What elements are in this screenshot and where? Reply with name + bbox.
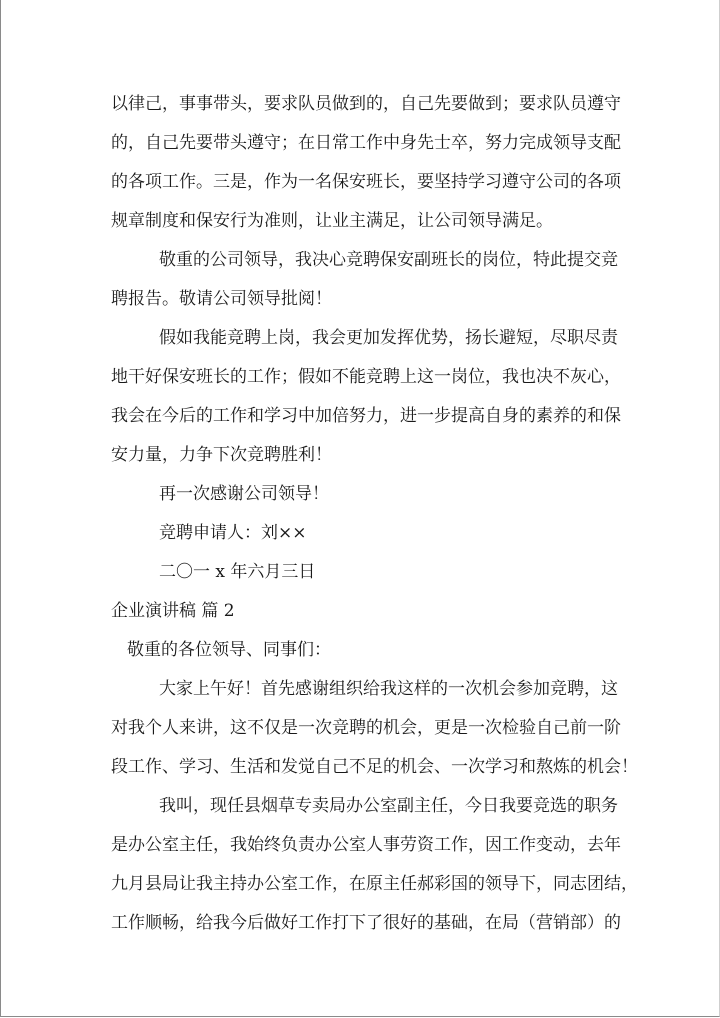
text-line: 的各项工作。三是，作为一名保安班长，要坚持学习遵守公司的各项 <box>111 172 621 192</box>
text-line: 对我个人来讲，这不仅是一次竞聘的机会，更是一次检验自己前一阶 <box>111 718 621 738</box>
applicant-signature: 竞聘申请人：刘×× <box>159 523 307 543</box>
text-line: 是办公室主任，我始终负责办公室人事劳资工作，因工作变动，去年 <box>111 835 621 855</box>
document-date: 二〇一 x 年六月三日 <box>159 562 316 582</box>
text-line: 的，自己先要带头遵守；在日常工作中身先士卒，努力完成领导支配 <box>111 133 621 153</box>
text-line: 规章制度和保安行为准则，让业主满足，让公司领导满足。 <box>111 211 553 231</box>
text-line: 我会在今后的工作和学习中加倍努力，进一步提高自身的素养的和保 <box>111 406 621 426</box>
text-line: 地干好保安班长的工作；假如不能竞聘上这一岗位，我也决不灰心， <box>111 367 621 387</box>
paragraph-start: 假如我能竞聘上岗，我会更加发挥优势，扬长避短，尽职尽责 <box>159 328 618 348</box>
salutation: 敬重的各位领导、同事们： <box>127 640 331 660</box>
text-line: 聘报告。敬请公司领导批阅！ <box>111 289 332 309</box>
text-line: 以律己，事事带头，要求队员做到的，自己先要做到；要求队员遵守 <box>111 94 621 114</box>
paragraph-start: 大家上午好！首先感谢组织给我这样的一次机会参加竞聘，这 <box>159 679 618 699</box>
text-line: 安力量，力争下次竞聘胜利！ <box>111 445 332 465</box>
text-line: 工作顺畅，给我今后做好工作打下了很好的基础，在局（营销部）的 <box>111 913 621 933</box>
text-line: 九月县局让我主持办公室工作，在原主任郝彩国的领导下，同志团结， <box>111 874 638 894</box>
paragraph-start: 敬重的公司领导，我决心竞聘保安副班长的岗位，特此提交竞 <box>159 250 618 270</box>
paragraph-start: 我叫，现任县烟草专卖局办公室副主任，今日我要竞选的职务 <box>159 796 618 816</box>
section-heading: 企业演讲稿 篇 2 <box>111 601 235 621</box>
text-line: 段工作、学习、生活和发觉自己不足的机会、一次学习和熬炼的机会！ <box>111 757 638 777</box>
closing-thanks: 再一次感谢公司领导！ <box>159 484 329 504</box>
